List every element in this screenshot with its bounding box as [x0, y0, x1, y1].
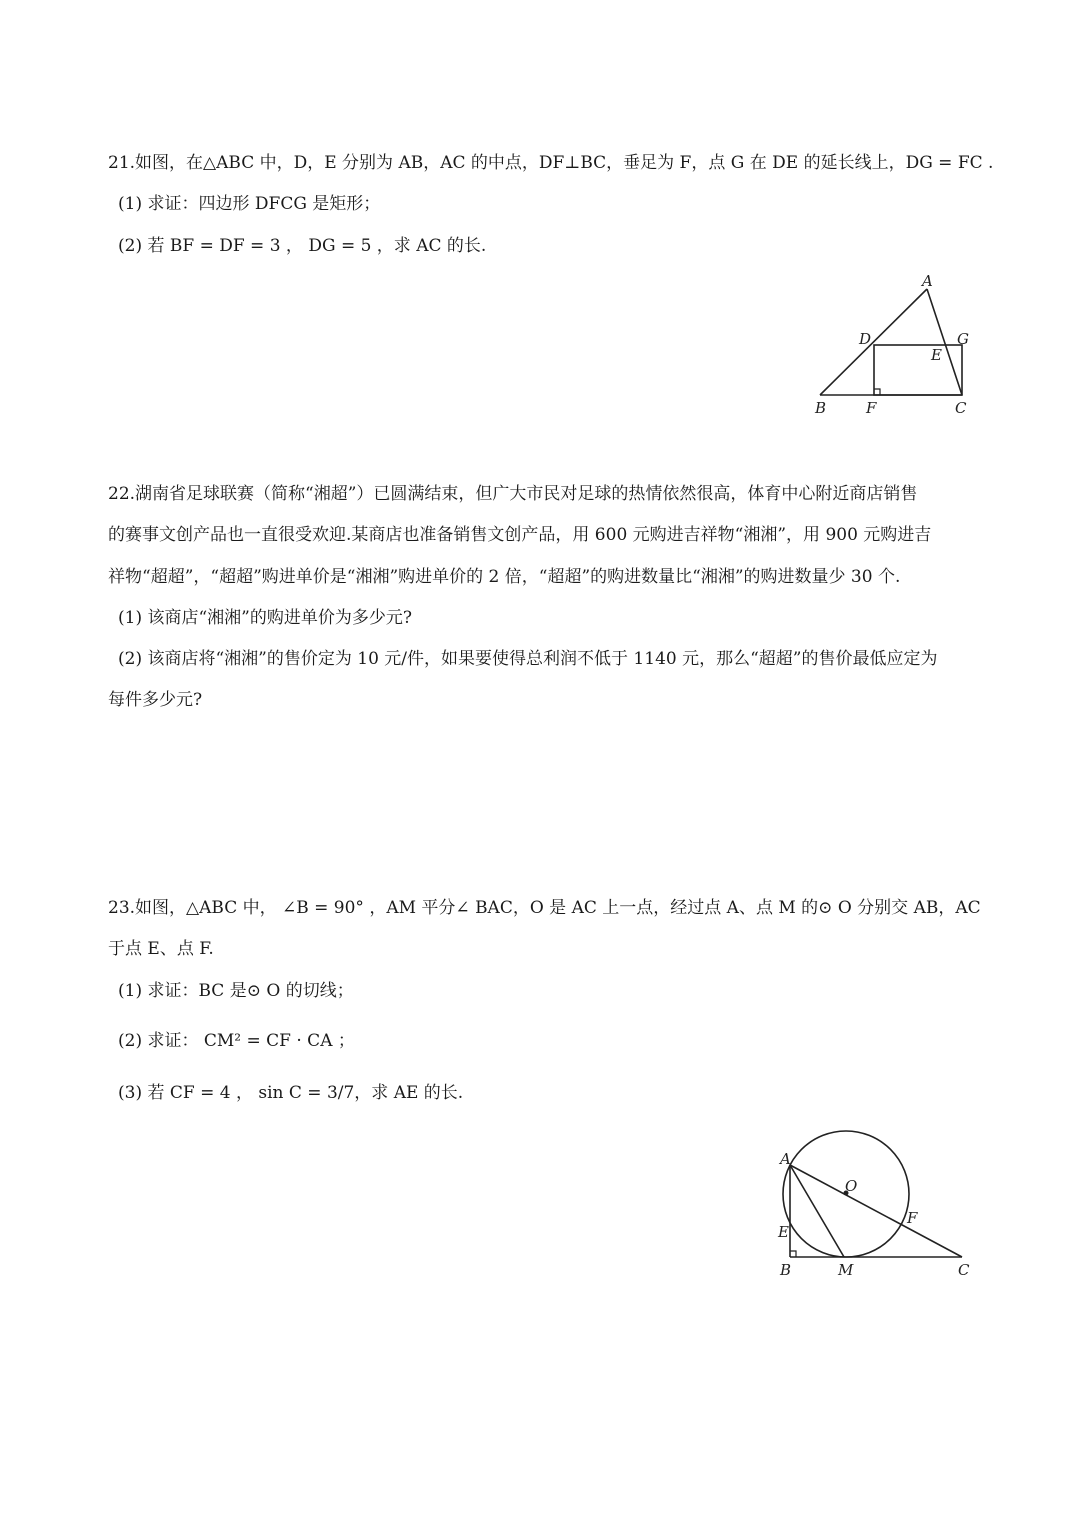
label-E: E — [778, 1223, 789, 1241]
label-C: C — [955, 399, 967, 417]
q23-line1: 23.如图，△ABC 中， ∠B = 90° ，AM 平分∠ BAC，O 是 AC 上一点，经过点 A、点 M 的⊙ O 分别交 AB，AC — [108, 898, 981, 918]
q22-line2: 的赛事文创产品也一直很受欢迎.某商店也准备销售文创产品，用 600 元购进吉祥物“湘湘”，用 900 元购进吉 — [108, 525, 932, 545]
q21-part2: (2) 若 BF = DF = 3 ， DG = 5 ，求 AC 的长. — [118, 236, 487, 256]
q21-figure — [800, 270, 990, 420]
label-F: F — [907, 1209, 918, 1227]
q21-part1: (1) 求证：四边形 DFCG 是矩形； — [118, 194, 381, 214]
q21-stem: 21.如图，在△ABC 中，D，E 分别为 AB，AC 的中点，DF⊥BC，垂足为 F，点 G 在 DE 的延长线上，DG = FC . — [108, 153, 994, 173]
right-angle-mark — [790, 1251, 796, 1257]
q22-part2-line2: 每件多少元? — [108, 690, 203, 710]
q22-part2-line1: (2) 该商店将“湘湘”的售价定为 10 元/件，如果要使得总利润不低于 1140 元，那么“超超”的售价最低应定为 — [118, 649, 938, 669]
label-M: M — [838, 1261, 854, 1279]
label-A: A — [922, 272, 933, 290]
q23-figure — [770, 1120, 990, 1285]
q22-line3: 祥物“超超”，“超超”购进单价是“湘湘”购进单价的 2 倍，“超超”的购进数量比“湘湘”的购进数量少 30 个. — [108, 567, 901, 587]
label-F: F — [866, 399, 877, 417]
label-G: G — [957, 330, 969, 348]
segment-AC — [790, 1165, 962, 1257]
q22-part1: (1) 该商店“湘湘”的购进单价为多少元? — [118, 608, 412, 628]
q23-part1: (1) 求证：BC 是⊙ O 的切线； — [118, 981, 354, 1001]
label-D: D — [859, 330, 872, 348]
label-B: B — [815, 399, 827, 417]
label-A: A — [780, 1150, 791, 1168]
q23-part2: (2) 求证： CM² = CF · CA ； — [118, 1031, 355, 1051]
q22-line1: 22.湖南省足球联赛（简称“湘超”）已圆满结束，但广大市民对足球的热情依然很高，体育中心附近商店销售 — [108, 484, 918, 504]
q23-line2: 于点 E、点 F. — [108, 939, 214, 959]
label-O: O — [845, 1177, 858, 1195]
right-angle-mark — [874, 389, 880, 395]
label-E: E — [931, 346, 942, 364]
q23-part3: (3) 若 CF = 4 ， sin C = 3/7，求 AE 的长. — [118, 1083, 464, 1103]
label-C: C — [958, 1261, 970, 1279]
label-B: B — [780, 1261, 792, 1279]
